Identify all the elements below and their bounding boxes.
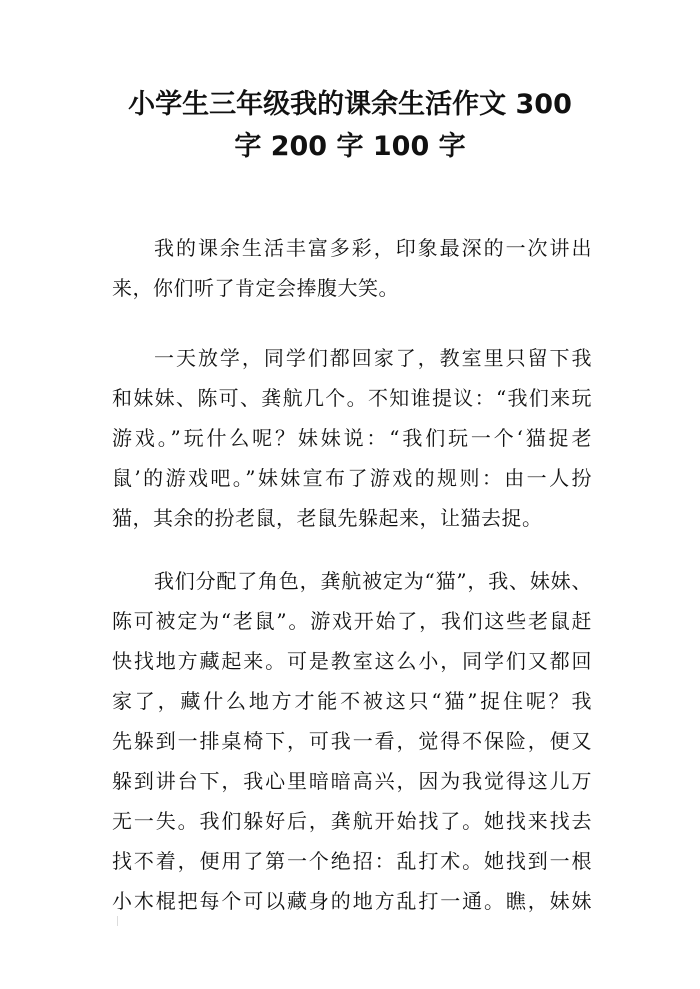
- paragraph-2: [112, 338, 592, 538]
- paragraph-line: 一天放学，同学们都回家了，教室里只留下我: [154, 346, 592, 370]
- paragraph-line: 快找地方藏起来。可是教室这么小，同学们又都回: [112, 649, 592, 673]
- paragraph-line: 我的课余生活丰富多彩，印象最深的一次讲出: [154, 236, 592, 260]
- paragraph-line: 小木棍把每个可以藏身的地方乱打一通。瞧，妹妹: [112, 889, 592, 913]
- title-line-1: 小学生三年级我的课余生活作文 300: [128, 89, 572, 120]
- title-line-2: 字 200 字 100 字: [234, 131, 466, 162]
- paragraph-line: 和妹妹、陈可、龚航几个。不知谁提议：“我们来玩: [112, 386, 592, 410]
- document-title: [110, 84, 590, 168]
- paragraph-1: [112, 228, 592, 308]
- paragraph-line: 躲到讲台下，我心里暗暗高兴，因为我觉得这儿万: [112, 769, 592, 793]
- paragraph-line: 先躲到一排桌椅下，可我一看，觉得不保险，便又: [112, 729, 592, 753]
- paragraph-3: [112, 561, 592, 921]
- paragraph-line: 猫，其余的扮老鼠，老鼠先躲起来，让猫去捉。: [112, 506, 543, 530]
- paragraph-line: 无一失。我们躲好后，龚航开始找了。她找来找去: [112, 809, 592, 833]
- paragraph-line: 鼠’的游戏吧。”妹妹宣布了游戏的规则：由一人扮: [112, 466, 592, 490]
- paragraph-line: 陈可被定为“老鼠”。游戏开始了，我们这些老鼠赶: [112, 609, 592, 633]
- paragraph-line: 找不着，便用了第一个绝招：乱打术。她找到一根: [112, 849, 592, 873]
- paragraph-line: 来，你们听了肯定会捧腹大笑。: [112, 276, 399, 300]
- margin-mark: [117, 916, 118, 926]
- paragraph-line: 游戏。”玩什么呢？妹妹说：“我们玩一个‘猫捉老: [112, 426, 592, 450]
- paragraph-line: 家了，藏什么地方才能不被这只“猫”捉住呢？我: [112, 689, 592, 713]
- paragraph-line: 我们分配了角色，龚航被定为“猫”，我、妹妹、: [154, 569, 592, 593]
